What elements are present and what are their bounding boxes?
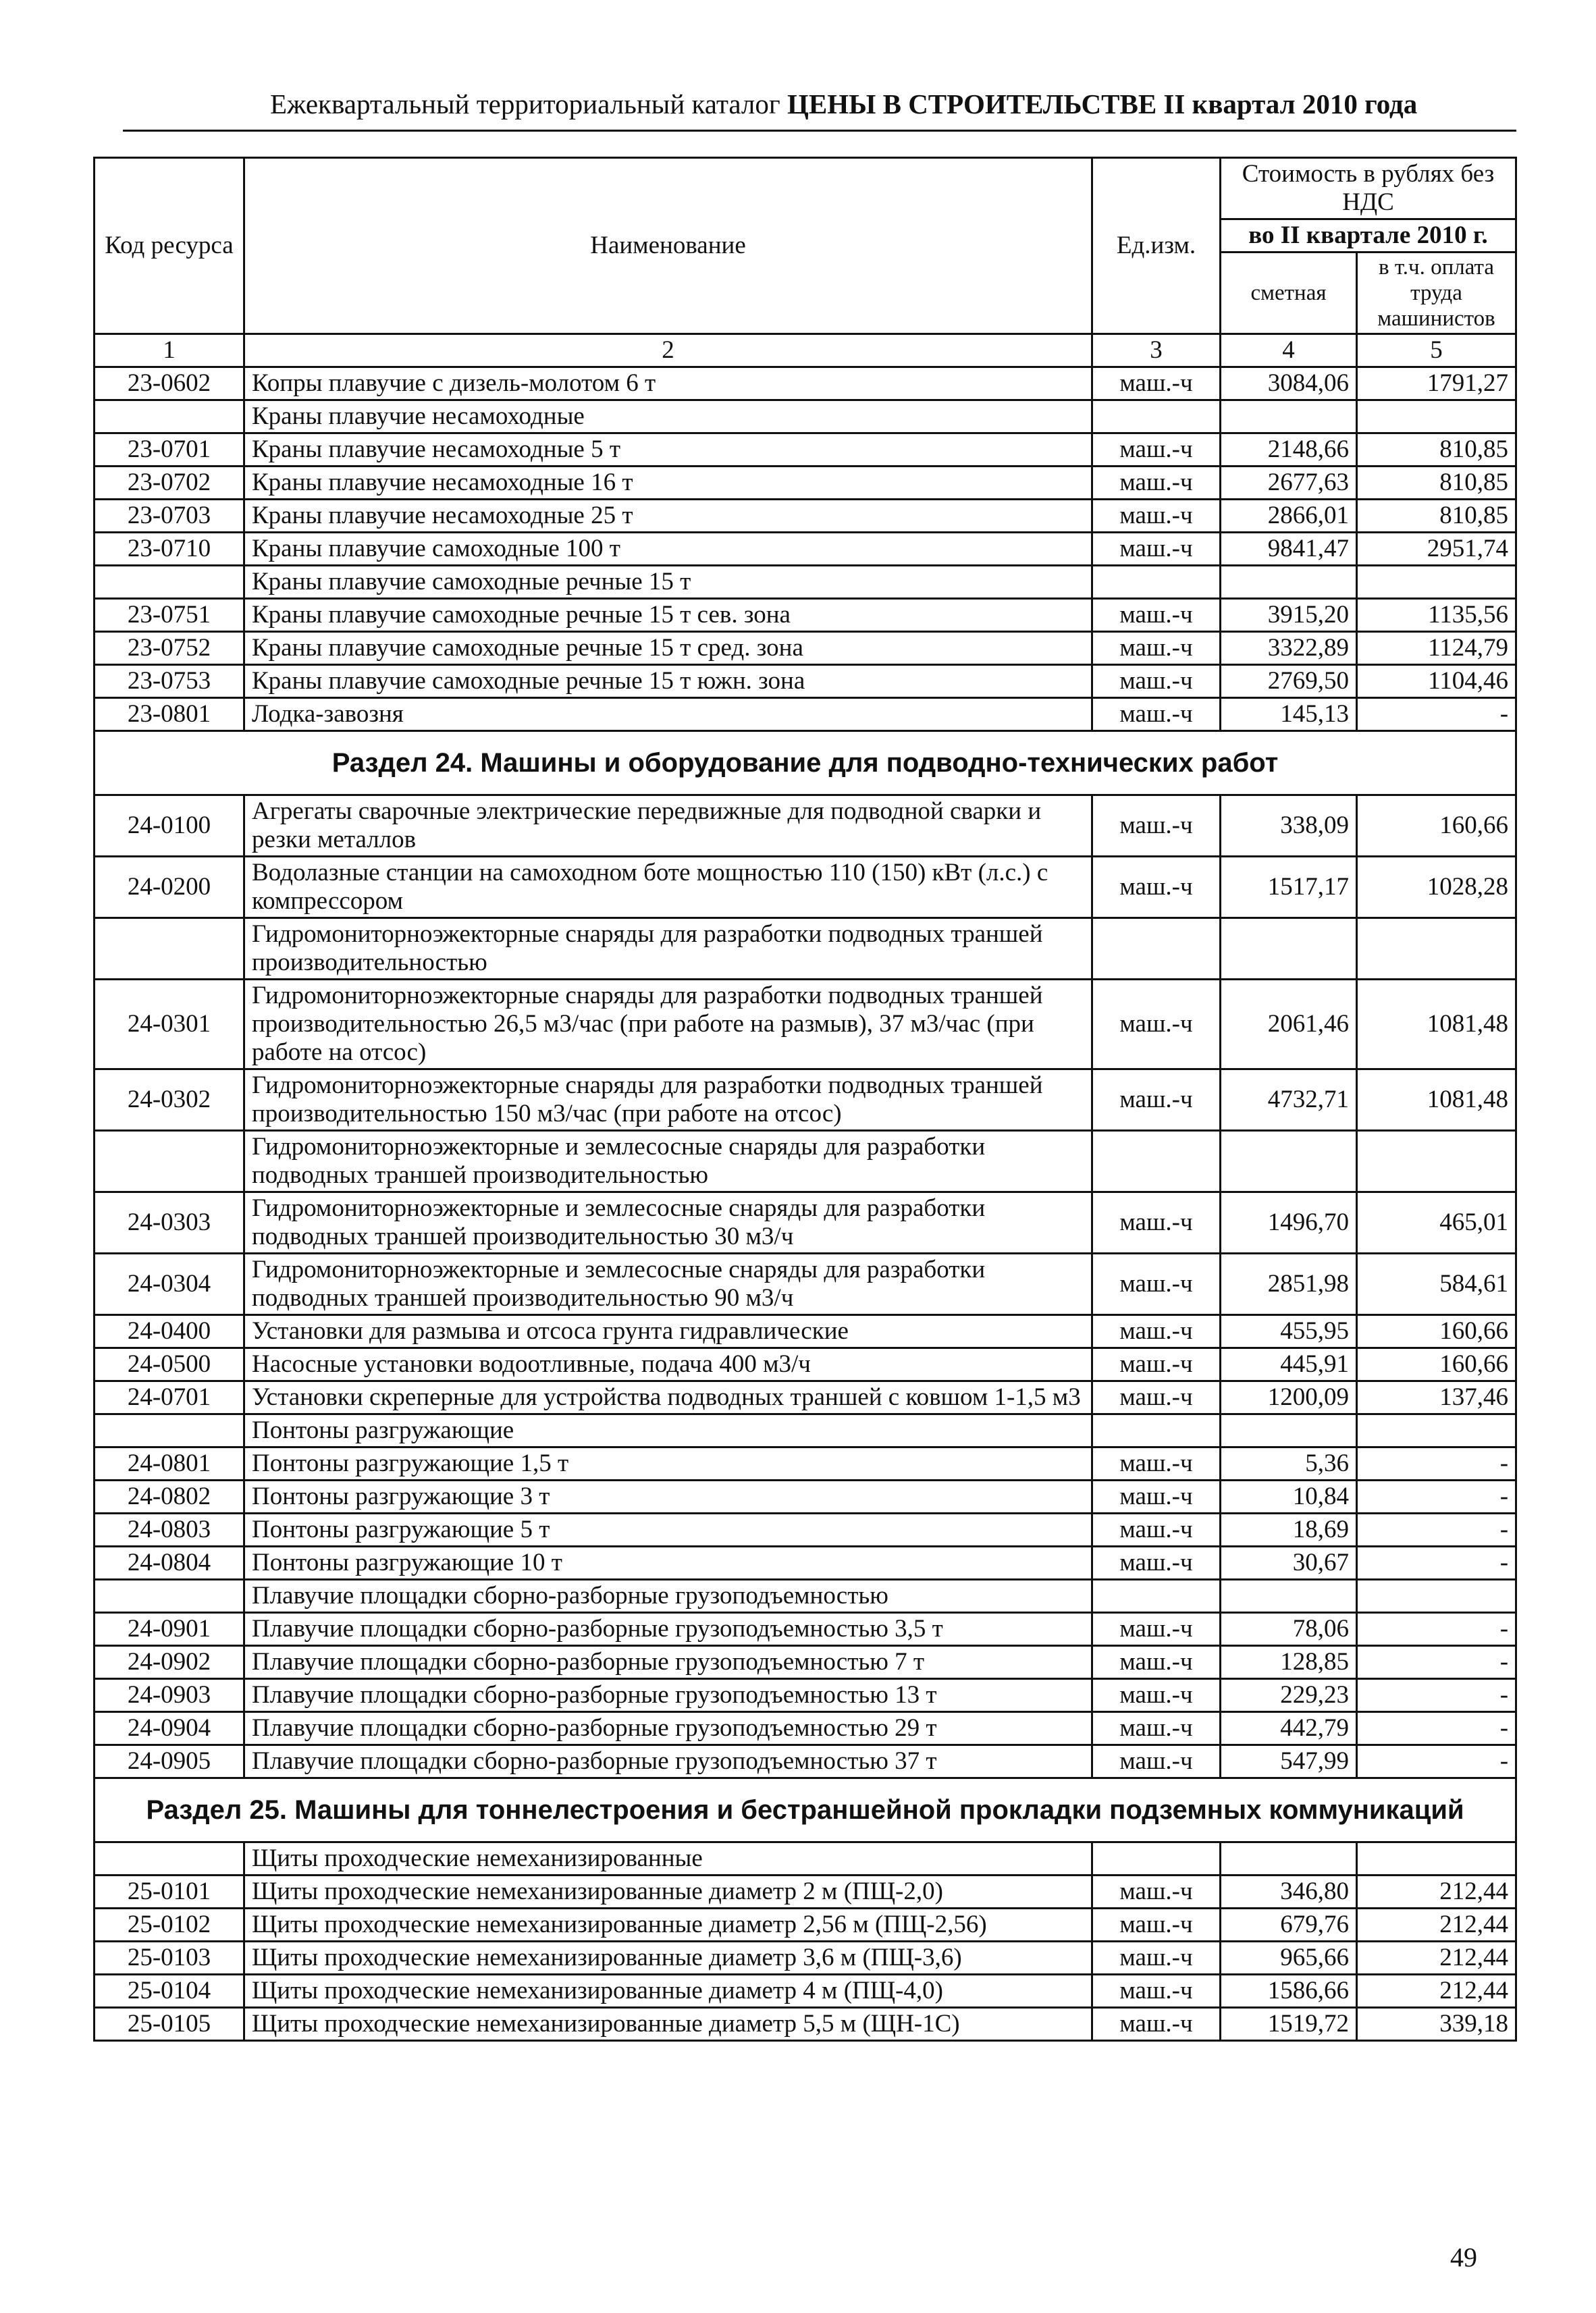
estimated-cost: 3322,89 bbox=[1221, 632, 1357, 665]
estimated-cost bbox=[1221, 918, 1357, 980]
table-row bbox=[95, 1131, 1516, 1192]
resource-code: 24-0302 bbox=[95, 1069, 244, 1131]
operator-wages: 1028,28 bbox=[1357, 857, 1516, 918]
estimated-cost bbox=[1221, 1842, 1357, 1876]
resource-name: Установки для размыва и отсоса грунта гидравлические bbox=[244, 1315, 1092, 1348]
estimated-cost: 2866,01 bbox=[1221, 500, 1357, 533]
operator-wages: - bbox=[1357, 1481, 1516, 1514]
estimated-cost: 965,66 bbox=[1221, 1942, 1357, 1975]
unit-of-measure: маш.-ч bbox=[1092, 1348, 1221, 1381]
estimated-cost bbox=[1221, 566, 1357, 599]
table-row bbox=[95, 698, 1516, 731]
price-table-body bbox=[95, 158, 1516, 2041]
estimated-cost: 445,91 bbox=[1221, 1348, 1357, 1381]
unit-of-measure: маш.-ч bbox=[1092, 1514, 1221, 1547]
table-row bbox=[95, 1192, 1516, 1254]
unit-of-measure: маш.-ч bbox=[1092, 1381, 1221, 1414]
resource-name: Установки скреперные для устройства подводных траншей с ковшом 1-1,5 м3 bbox=[244, 1381, 1092, 1414]
resource-name: Краны плавучие несамоходные bbox=[244, 400, 1092, 433]
estimated-cost: 3084,06 bbox=[1221, 367, 1357, 400]
operator-wages: - bbox=[1357, 1712, 1516, 1745]
table-row bbox=[95, 1069, 1516, 1131]
operator-wages: - bbox=[1357, 1547, 1516, 1580]
unit-of-measure: маш.-ч bbox=[1092, 795, 1221, 857]
unit-of-measure: маш.-ч bbox=[1092, 1679, 1221, 1712]
table-row bbox=[95, 1414, 1516, 1447]
resource-code: 24-0901 bbox=[95, 1613, 244, 1646]
header-title: ЦЕНЫ В СТРОИТЕЛЬСТВЕ II квартал 2010 года bbox=[787, 88, 1418, 119]
table-row bbox=[95, 500, 1516, 533]
estimated-cost: 229,23 bbox=[1221, 1679, 1357, 1712]
resource-name: Понтоны разгружающие 3 т bbox=[244, 1481, 1092, 1514]
operator-wages: 1081,48 bbox=[1357, 980, 1516, 1069]
operator-wages bbox=[1357, 1131, 1516, 1192]
resource-name: Щиты проходческие немеханизированные диаметр 4 м (ПЩ-4,0) bbox=[244, 1975, 1092, 2008]
resource-name: Щиты проходческие немеханизированные диаметр 2,56 м (ПЩ-2,56) bbox=[244, 1909, 1092, 1942]
unit-of-measure: маш.-ч bbox=[1092, 433, 1221, 467]
estimated-cost: 9841,47 bbox=[1221, 533, 1357, 566]
estimated-cost bbox=[1221, 1414, 1357, 1447]
table-row bbox=[95, 400, 1516, 433]
resource-code: 24-0802 bbox=[95, 1481, 244, 1514]
resource-code: 24-0804 bbox=[95, 1547, 244, 1580]
operator-wages: - bbox=[1357, 1613, 1516, 1646]
unit-of-measure: маш.-ч bbox=[1092, 2008, 1221, 2041]
table-row bbox=[95, 467, 1516, 500]
resource-code: 24-0303 bbox=[95, 1192, 244, 1254]
resource-name: Краны плавучие несамоходные 5 т bbox=[244, 433, 1092, 467]
table-row bbox=[95, 1876, 1516, 1909]
unit-of-measure bbox=[1092, 566, 1221, 599]
table-row bbox=[95, 980, 1516, 1069]
operator-wages: 1081,48 bbox=[1357, 1069, 1516, 1131]
operator-wages: - bbox=[1357, 1514, 1516, 1547]
unit-of-measure: маш.-ч bbox=[1092, 1942, 1221, 1975]
unit-of-measure: маш.-ч bbox=[1092, 1069, 1221, 1131]
unit-of-measure bbox=[1092, 1842, 1221, 1876]
resource-name: Краны плавучие самоходные речные 15 т bbox=[244, 566, 1092, 599]
table-row bbox=[95, 1580, 1516, 1613]
resource-code: 25-0102 bbox=[95, 1909, 244, 1942]
price-table bbox=[93, 157, 1517, 2042]
estimated-cost bbox=[1221, 1131, 1357, 1192]
table-row bbox=[95, 632, 1516, 665]
resource-name: Краны плавучие самоходные речные 15 т сред. зона bbox=[244, 632, 1092, 665]
resource-name: Гидромониторноэжекторные снаряды для разработки подводных траншей производительностью 150 м3/час (при работе на отсос) bbox=[244, 1069, 1092, 1131]
unit-of-measure: маш.-ч bbox=[1092, 1315, 1221, 1348]
unit-of-measure bbox=[1092, 400, 1221, 433]
estimated-cost bbox=[1221, 1580, 1357, 1613]
resource-name: Щиты проходческие немеханизированные bbox=[244, 1842, 1092, 1876]
estimated-cost: 2851,98 bbox=[1221, 1254, 1357, 1315]
resource-name: Понтоны разгружающие 10 т bbox=[244, 1547, 1092, 1580]
resource-code: 23-0703 bbox=[95, 500, 244, 533]
operator-wages bbox=[1357, 1842, 1516, 1876]
operator-wages: 810,85 bbox=[1357, 500, 1516, 533]
table-row bbox=[95, 1679, 1516, 1712]
estimated-cost: 1200,09 bbox=[1221, 1381, 1357, 1414]
table-row bbox=[95, 1514, 1516, 1547]
resource-name: Гидромониторноэжекторные и землесосные снаряды для разработки подводных траншей производительностью bbox=[244, 1131, 1092, 1192]
operator-wages: - bbox=[1357, 1745, 1516, 1778]
operator-wages: 1124,79 bbox=[1357, 632, 1516, 665]
resource-name: Краны плавучие несамоходные 16 т bbox=[244, 467, 1092, 500]
resource-code: 23-0753 bbox=[95, 665, 244, 698]
resource-code: 24-0301 bbox=[95, 980, 244, 1069]
unit-of-measure: маш.-ч bbox=[1092, 467, 1221, 500]
resource-code bbox=[95, 566, 244, 599]
unit-of-measure: маш.-ч bbox=[1092, 533, 1221, 566]
estimated-cost: 3915,20 bbox=[1221, 599, 1357, 632]
resource-name: Плавучие площадки сборно-разборные грузоподъемностью 7 т bbox=[244, 1646, 1092, 1679]
resource-code bbox=[95, 1842, 244, 1876]
estimated-cost: 1519,72 bbox=[1221, 2008, 1357, 2041]
estimated-cost: 2677,63 bbox=[1221, 467, 1357, 500]
operator-wages bbox=[1357, 566, 1516, 599]
estimated-cost: 2061,46 bbox=[1221, 980, 1357, 1069]
table-row bbox=[95, 1348, 1516, 1381]
unit-of-measure: маш.-ч bbox=[1092, 1876, 1221, 1909]
operator-wages: 160,66 bbox=[1357, 1315, 1516, 1348]
operator-wages: 160,66 bbox=[1357, 1348, 1516, 1381]
estimated-cost: 346,80 bbox=[1221, 1876, 1357, 1909]
resource-name: Водолазные станции на самоходном боте мощностью 110 (150) кВт (л.с.) с компрессором bbox=[244, 857, 1092, 918]
resource-name: Понтоны разгружающие bbox=[244, 1414, 1092, 1447]
operator-wages: 1104,46 bbox=[1357, 665, 1516, 698]
resource-code: 24-0100 bbox=[95, 795, 244, 857]
header-rule bbox=[123, 130, 1516, 132]
resource-name: Агрегаты сварочные электрические передвижные для подводной сварки и резки металлов bbox=[244, 795, 1092, 857]
unit-of-measure: маш.-ч bbox=[1092, 1975, 1221, 2008]
resource-code: 24-0701 bbox=[95, 1381, 244, 1414]
operator-wages: 465,01 bbox=[1357, 1192, 1516, 1254]
operator-wages: 810,85 bbox=[1357, 433, 1516, 467]
resource-code: 23-0752 bbox=[95, 632, 244, 665]
resource-name: Краны плавучие несамоходные 25 т bbox=[244, 500, 1092, 533]
resource-code: 24-0905 bbox=[95, 1745, 244, 1778]
resource-name: Насосные установки водоотливные, подача 400 м3/ч bbox=[244, 1348, 1092, 1381]
resource-code: 24-0803 bbox=[95, 1514, 244, 1547]
table-row bbox=[95, 665, 1516, 698]
unit-of-measure: маш.-ч bbox=[1092, 665, 1221, 698]
operator-wages: - bbox=[1357, 698, 1516, 731]
estimated-cost bbox=[1221, 400, 1357, 433]
unit-of-measure bbox=[1092, 918, 1221, 980]
operator-wages: 212,44 bbox=[1357, 1975, 1516, 2008]
resource-code: 24-0904 bbox=[95, 1712, 244, 1745]
table-row bbox=[95, 918, 1516, 980]
resource-name: Гидромониторноэжекторные и землесосные снаряды для разработки подводных траншей производительностью 30 м3/ч bbox=[244, 1192, 1092, 1254]
table-row bbox=[95, 1381, 1516, 1414]
resource-name: Гидромониторноэжекторные и землесосные снаряды для разработки подводных траншей производительностью 90 м3/ч bbox=[244, 1254, 1092, 1315]
resource-code: 24-0902 bbox=[95, 1646, 244, 1679]
resource-code: 24-0304 bbox=[95, 1254, 244, 1315]
table-row bbox=[95, 1909, 1516, 1942]
estimated-cost: 547,99 bbox=[1221, 1745, 1357, 1778]
operator-wages: 584,61 bbox=[1357, 1254, 1516, 1315]
resource-name: Щиты проходческие немеханизированные диаметр 2 м (ПЩ-2,0) bbox=[244, 1876, 1092, 1909]
column-number: 2 bbox=[244, 334, 1092, 367]
resource-code bbox=[95, 400, 244, 433]
estimated-cost: 2769,50 bbox=[1221, 665, 1357, 698]
unit-of-measure: маш.-ч bbox=[1092, 1481, 1221, 1514]
operator-wages bbox=[1357, 400, 1516, 433]
estimated-cost: 145,13 bbox=[1221, 698, 1357, 731]
resource-code: 23-0751 bbox=[95, 599, 244, 632]
operator-wages bbox=[1357, 918, 1516, 980]
estimated-cost: 1517,17 bbox=[1221, 857, 1357, 918]
resource-name: Краны плавучие самоходные 100 т bbox=[244, 533, 1092, 566]
estimated-cost: 2148,66 bbox=[1221, 433, 1357, 467]
unit-of-measure: маш.-ч bbox=[1092, 500, 1221, 533]
operator-wages: - bbox=[1357, 1679, 1516, 1712]
resource-name: Понтоны разгружающие 1,5 т bbox=[244, 1447, 1092, 1481]
table-row bbox=[95, 1712, 1516, 1745]
resource-code: 24-0903 bbox=[95, 1679, 244, 1712]
operator-wages bbox=[1357, 1580, 1516, 1613]
estimated-cost: 128,85 bbox=[1221, 1646, 1357, 1679]
resource-name: Краны плавучие самоходные речные 15 т южн. зона bbox=[244, 665, 1092, 698]
resource-name: Щиты проходческие немеханизированные диаметр 3,6 м (ПЩ-3,6) bbox=[244, 1942, 1092, 1975]
resource-name: Плавучие площадки сборно-разборные грузоподъемностью 3,5 т bbox=[244, 1613, 1092, 1646]
resource-code: 24-0801 bbox=[95, 1447, 244, 1481]
unit-of-measure: маш.-ч bbox=[1092, 599, 1221, 632]
header-prefix: Ежеквартальный территориальный каталог bbox=[270, 88, 787, 119]
table-row bbox=[95, 1842, 1516, 1876]
table-row bbox=[95, 1745, 1516, 1778]
resource-code: 25-0103 bbox=[95, 1942, 244, 1975]
operator-wages: 212,44 bbox=[1357, 1876, 1516, 1909]
table-row bbox=[95, 1481, 1516, 1514]
resource-code: 23-0710 bbox=[95, 533, 244, 566]
resource-code: 25-0104 bbox=[95, 1975, 244, 2008]
estimated-cost: 78,06 bbox=[1221, 1613, 1357, 1646]
resource-code: 25-0105 bbox=[95, 2008, 244, 2041]
unit-of-measure: маш.-ч bbox=[1092, 857, 1221, 918]
running-header bbox=[270, 88, 1499, 120]
resource-code: 23-0701 bbox=[95, 433, 244, 467]
operator-wages: - bbox=[1357, 1447, 1516, 1481]
resource-name: Понтоны разгружающие 5 т bbox=[244, 1514, 1092, 1547]
unit-of-measure: маш.-ч bbox=[1092, 1547, 1221, 1580]
table-row bbox=[95, 1547, 1516, 1580]
section-heading: Раздел 25. Машины для тоннелестроения и бестраншейной прокладки подземных коммуникаций bbox=[95, 1778, 1516, 1842]
estimated-cost: 30,67 bbox=[1221, 1547, 1357, 1580]
table-row bbox=[95, 533, 1516, 566]
table-row bbox=[95, 566, 1516, 599]
resource-name: Щиты проходческие немеханизированные диаметр 5,5 м (ЩН-1С) bbox=[244, 2008, 1092, 2041]
column-number: 4 bbox=[1221, 334, 1357, 367]
resource-code bbox=[95, 1131, 244, 1192]
header-code: Код ресурса bbox=[95, 158, 244, 334]
resource-code: 23-0702 bbox=[95, 467, 244, 500]
unit-of-measure: маш.-ч bbox=[1092, 1254, 1221, 1315]
unit-of-measure: маш.-ч bbox=[1092, 367, 1221, 400]
header-period: во II квартале 2010 г. bbox=[1221, 219, 1516, 252]
table-row bbox=[95, 1613, 1516, 1646]
operator-wages: 212,44 bbox=[1357, 1909, 1516, 1942]
column-number: 1 bbox=[95, 334, 244, 367]
table-row bbox=[95, 367, 1516, 400]
operator-wages: - bbox=[1357, 1646, 1516, 1679]
estimated-cost: 4732,71 bbox=[1221, 1069, 1357, 1131]
resource-name: Плавучие площадки сборно-разборные грузоподъемностью 37 т bbox=[244, 1745, 1092, 1778]
header-unit: Ед.изм. bbox=[1092, 158, 1221, 334]
operator-wages: 137,46 bbox=[1357, 1381, 1516, 1414]
estimated-cost: 679,76 bbox=[1221, 1909, 1357, 1942]
table-row bbox=[95, 1447, 1516, 1481]
estimated-cost: 338,09 bbox=[1221, 795, 1357, 857]
unit-of-measure: маш.-ч bbox=[1092, 980, 1221, 1069]
unit-of-measure: маш.-ч bbox=[1092, 1192, 1221, 1254]
table-row bbox=[95, 1942, 1516, 1975]
estimated-cost: 455,95 bbox=[1221, 1315, 1357, 1348]
estimated-cost: 18,69 bbox=[1221, 1514, 1357, 1547]
resource-code bbox=[95, 1414, 244, 1447]
unit-of-measure: маш.-ч bbox=[1092, 698, 1221, 731]
resource-name: Плавучие площадки сборно-разборные грузоподъемностью 13 т bbox=[244, 1679, 1092, 1712]
estimated-cost: 1586,66 bbox=[1221, 1975, 1357, 2008]
section-heading-row bbox=[95, 731, 1516, 795]
operator-wages: 212,44 bbox=[1357, 1942, 1516, 1975]
column-number-row bbox=[95, 334, 1516, 367]
resource-code bbox=[95, 1580, 244, 1613]
unit-of-measure: маш.-ч bbox=[1092, 1909, 1221, 1942]
unit-of-measure bbox=[1092, 1414, 1221, 1447]
resource-code: 24-0200 bbox=[95, 857, 244, 918]
operator-wages: 2951,74 bbox=[1357, 533, 1516, 566]
resource-name: Гидромониторноэжекторные снаряды для разработки подводных траншей производительностью bbox=[244, 918, 1092, 980]
header-estimated: сметная bbox=[1221, 252, 1357, 334]
resource-name: Лодка-завозня bbox=[244, 698, 1092, 731]
page-number: 49 bbox=[1450, 2242, 1477, 2272]
header-cost-group: Стоимость в рублях без НДС bbox=[1221, 158, 1516, 219]
estimated-cost: 1496,70 bbox=[1221, 1192, 1357, 1254]
unit-of-measure bbox=[1092, 1580, 1221, 1613]
table-row bbox=[95, 795, 1516, 857]
unit-of-measure: маш.-ч bbox=[1092, 1646, 1221, 1679]
resource-code: 25-0101 bbox=[95, 1876, 244, 1909]
header-row bbox=[95, 158, 1516, 219]
resource-code: 23-0602 bbox=[95, 367, 244, 400]
table-row bbox=[95, 1646, 1516, 1679]
table-row bbox=[95, 599, 1516, 632]
resource-name: Гидромониторноэжекторные снаряды для разработки подводных траншей производительностью 26,5 м3/час (при работе на размыв), 37 м3/час (при работе на отсос) bbox=[244, 980, 1092, 1069]
resource-name: Копры плавучие с дизель-молотом 6 т bbox=[244, 367, 1092, 400]
header-incl-wages: в т.ч. оплата труда машинистов bbox=[1357, 252, 1516, 334]
unit-of-measure: маш.-ч bbox=[1092, 1745, 1221, 1778]
table-row bbox=[95, 1975, 1516, 2008]
resource-name: Краны плавучие самоходные речные 15 т сев. зона bbox=[244, 599, 1092, 632]
resource-code bbox=[95, 918, 244, 980]
estimated-cost: 5,36 bbox=[1221, 1447, 1357, 1481]
section-heading: Раздел 24. Машины и оборудование для подводно-технических работ bbox=[95, 731, 1516, 795]
table-row bbox=[95, 1315, 1516, 1348]
header-name: Наименование bbox=[244, 158, 1092, 334]
unit-of-measure: маш.-ч bbox=[1092, 1613, 1221, 1646]
estimated-cost: 442,79 bbox=[1221, 1712, 1357, 1745]
column-number: 3 bbox=[1092, 334, 1221, 367]
resource-code: 23-0801 bbox=[95, 698, 244, 731]
unit-of-measure: маш.-ч bbox=[1092, 1712, 1221, 1745]
operator-wages: 1135,56 bbox=[1357, 599, 1516, 632]
operator-wages: 810,85 bbox=[1357, 467, 1516, 500]
resource-name: Плавучие площадки сборно-разборные грузоподъемностью bbox=[244, 1580, 1092, 1613]
table-row bbox=[95, 857, 1516, 918]
operator-wages bbox=[1357, 1414, 1516, 1447]
operator-wages: 339,18 bbox=[1357, 2008, 1516, 2041]
table-row bbox=[95, 2008, 1516, 2041]
unit-of-measure: маш.-ч bbox=[1092, 632, 1221, 665]
table-row bbox=[95, 1254, 1516, 1315]
operator-wages: 1791,27 bbox=[1357, 367, 1516, 400]
operator-wages: 160,66 bbox=[1357, 795, 1516, 857]
estimated-cost: 10,84 bbox=[1221, 1481, 1357, 1514]
table-row bbox=[95, 433, 1516, 467]
resource-code: 24-0500 bbox=[95, 1348, 244, 1381]
column-number: 5 bbox=[1357, 334, 1516, 367]
section-heading-row bbox=[95, 1778, 1516, 1842]
unit-of-measure bbox=[1092, 1131, 1221, 1192]
unit-of-measure: маш.-ч bbox=[1092, 1447, 1221, 1481]
resource-name: Плавучие площадки сборно-разборные грузоподъемностью 29 т bbox=[244, 1712, 1092, 1745]
resource-code: 24-0400 bbox=[95, 1315, 244, 1348]
